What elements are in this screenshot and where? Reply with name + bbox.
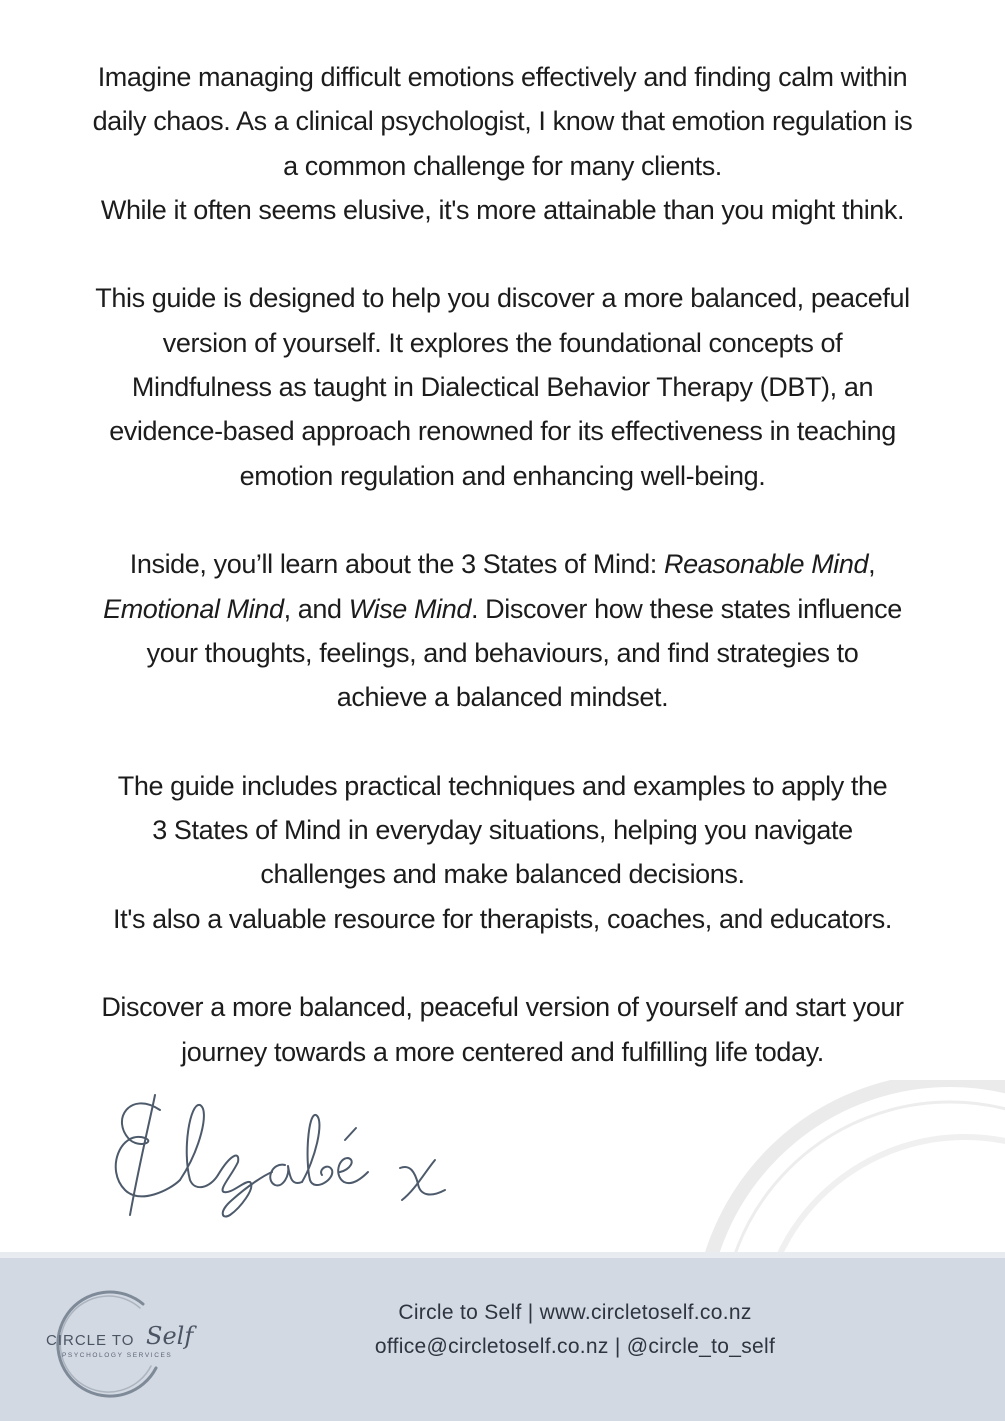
text-line: This guide is designed to help you discover a more balanced, peaceful <box>95 283 910 314</box>
footer <box>0 1258 1005 1421</box>
text-line: 3 States of Mind in everyday situations, helping you navigate <box>152 815 853 846</box>
text-line: Mindfulness as taught in Dialectical Behavior Therapy (DBT), an <box>131 372 874 403</box>
text-line: journey towards a more centered and fulfilling life today. <box>181 1036 824 1067</box>
contact-info <box>300 1296 850 1364</box>
text-line: evidence-based approach renowned for its effectiveness in teaching <box>109 416 896 447</box>
contact-email-line[interactable]: office@circletoself.co.nz | @circle_to_self <box>374 1335 776 1358</box>
contact-website-line[interactable]: Circle to Self | www.circletoself.co.nz <box>398 1301 752 1324</box>
text-line: your thoughts, feelings, and behaviours, and find strategies to <box>146 637 859 668</box>
paragraph-3 <box>30 542 975 719</box>
reasonable-mind-term: Reasonable Mind <box>663 549 869 580</box>
paragraph-2 <box>30 276 975 497</box>
intro-text <box>30 55 975 1118</box>
text-line: emotion regulation and enhancing well-being. <box>239 460 766 491</box>
text-run: , and <box>283 593 349 624</box>
signature-image <box>100 1080 490 1230</box>
logo-self-text: Self <box>146 1322 194 1350</box>
wise-mind-term: Wise Mind <box>348 593 471 624</box>
text-line: achieve a balanced mindset. <box>336 682 669 713</box>
text-run: , <box>868 549 876 580</box>
paragraph-5 <box>30 985 975 1074</box>
decorative-circles <box>620 1080 1005 1270</box>
logo-circle-to-text: CIRCLE TO <box>46 1332 135 1349</box>
paragraph-4 <box>30 764 975 941</box>
text-line: challenges and make balanced decisions. <box>260 859 745 890</box>
text-line: version of yourself. It explores the foundational concepts of <box>162 327 843 358</box>
text-line: a common challenge for many clients. <box>283 150 722 181</box>
text-line <box>30 587 975 631</box>
text-run: Inside, you’ll learn about the 3 States of Mind: <box>129 549 664 580</box>
text-line: The guide includes practical techniques and examples to apply the <box>117 770 888 801</box>
paragraph-1 <box>30 55 975 232</box>
circle-to-self-logo <box>38 1282 198 1402</box>
text-run: . Discover how these states influence <box>470 593 902 624</box>
text-line: Discover a more balanced, peaceful version of yourself and start your <box>101 992 904 1023</box>
text-line: Imagine managing difficult emotions effectively and finding calm within <box>97 62 908 92</box>
logo-subtitle: PSYCHOLOGY SERVICES <box>62 1352 173 1359</box>
text-line <box>30 542 975 586</box>
text-line: While it often seems elusive, it's more attainable than you might think. <box>100 194 905 225</box>
text-line: daily chaos. As a clinical psychologist, I know that emotion regulation is <box>92 106 913 137</box>
text-line: It's also a valuable resource for therapists, coaches, and educators. <box>113 903 892 934</box>
emotional-mind-term: Emotional Mind <box>103 593 284 624</box>
